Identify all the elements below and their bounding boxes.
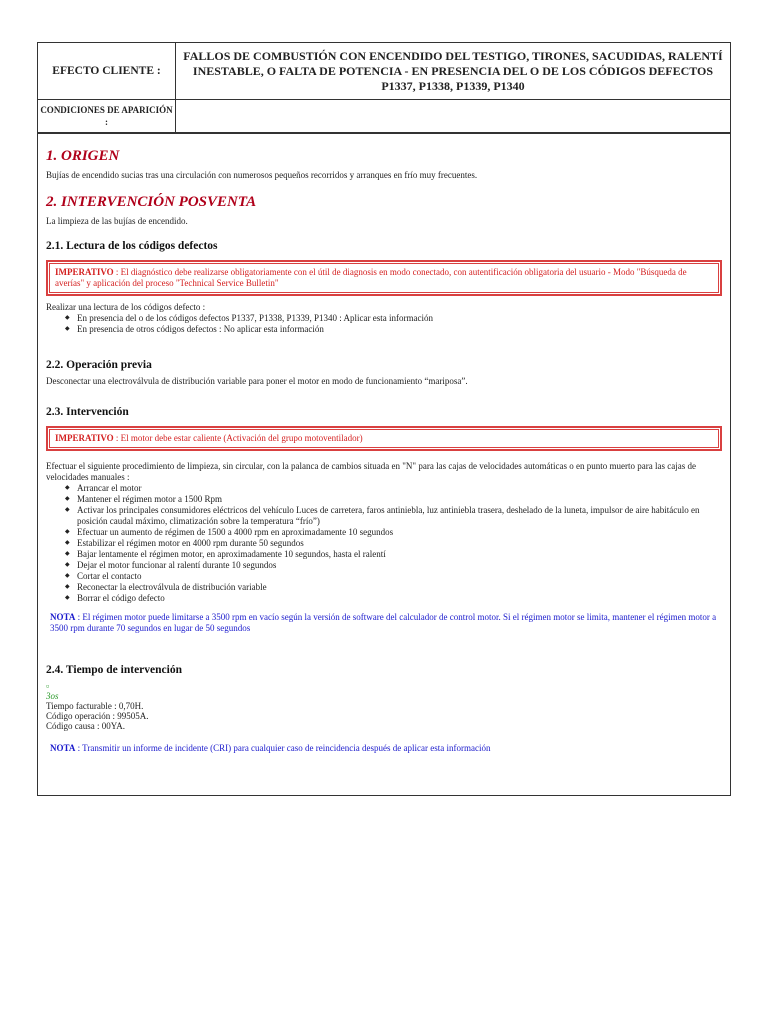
header-table — [37, 42, 731, 133]
list-item: ◆ Reconectar la electroválvula de distribución variable — [77, 582, 722, 593]
procedimiento-list — [46, 483, 722, 604]
list-item: ◆ En presencia del o de los códigos defectos P1337, P1338, P1339, P1340 : Aplicar esta información — [77, 313, 722, 324]
list-item: ◆ Bajar lentamente el régimen motor, en aproximadamente 10 segundos, hasta el ralentí — [77, 549, 722, 560]
section-intervencion-text: La limpieza de las bujías de encendido. — [46, 216, 188, 226]
imperativo-alert-motor — [46, 426, 722, 451]
note-text: : Transmitir un informe de incidente (CRI) para cualquier caso de reincidencia después de aplicar esta información — [75, 743, 491, 753]
subsection-tiempo-title: 2.4. Tiempo de intervención — [46, 664, 182, 676]
efecto-cliente-label: EFECTO CLIENTE : — [38, 43, 176, 100]
list-item: ◆ Activar los principales consumidores eléctricos del vehículo Luces de carretera, faros antiniebla, luz antiniebla trasera, deshelado de la luneta, impulsor de aire habitáculo en posición caudal máximo, climatización sobre la temperatura “frío”) — [77, 505, 722, 527]
broken-image-icon: ▫ 3os — [46, 681, 59, 701]
subsection-intervencion-title: 2.3. Intervención — [46, 406, 129, 418]
condiciones-label: CONDICIONES DE APARICIÓN : — [38, 100, 176, 133]
section-intervencion-title: 2. INTERVENCIÓN POSVENTA — [46, 194, 257, 210]
document-body — [37, 133, 731, 796]
lectura-list — [46, 313, 722, 335]
note-text: : El régimen motor puede limitarse a 3500 rpm en vacío según la versión de software del calculador de control motor. Si el régimen motor se limita, mantener el régimen motor a 3500 rpm durante 70 segundos en lugar de 50 segundos — [50, 612, 717, 633]
intervencion-intro: Efectuar el siguiente procedimiento de limpieza, sin circular, con la palanca de cambios situada en "N" para las cajas de velocidades automáticas o en punto muerto para las cajas de velocidades manuales : — [46, 461, 696, 482]
list-item: ◆ Efectuar un aumento de régimen de 1500 a 4000 rpm en aproximadamente 10 segundos — [77, 527, 722, 538]
codigo-causa: Código causa : 00YA. — [46, 721, 125, 731]
tiempo-facturable: Tiempo facturable : 0,70H. — [46, 701, 144, 711]
alert-text: : El motor debe estar caliente (Activación del grupo motoventilador) — [113, 433, 363, 443]
list-item: ◆ Cortar el contacto — [77, 571, 722, 582]
note-label: NOTA — [50, 743, 76, 753]
condiciones-value — [176, 100, 731, 133]
section-origen-title: 1. ORIGEN — [46, 148, 120, 164]
list-item: ◆ Dejar el motor funcionar al ralentí durante 10 segundos — [77, 560, 722, 571]
section-origen-text: Bujías de encendido sucias tras una circulación con numerosos pequeños recorridos y arranques en frío muy frecuentes. — [46, 170, 478, 180]
list-item: ◆ Estabilizar el régimen motor en 4000 rpm durante 50 segundos — [77, 538, 722, 549]
list-item: ◆ En presencia de otros códigos defectos : No aplicar esta información — [77, 324, 722, 335]
subsection-operacion-title: 2.2. Operación previa — [46, 359, 152, 371]
alert-label: IMPERATIVO — [55, 433, 114, 443]
alert-text: : El diagnóstico debe realizarse obligatoriamente con el útil de diagnosis en modo conectado, con autentificación obligatoria del usuario - Modo "Búsqueda de averías" y aplicación del proceso "Technical Service Bulletin" — [55, 267, 687, 288]
subsection-lectura-title: 2.1. Lectura de los códigos defectos — [46, 240, 218, 252]
lectura-intro: Realizar una lectura de los códigos defecto : — [46, 302, 206, 312]
alert-label: IMPERATIVO — [55, 267, 114, 277]
nota-regimen — [46, 612, 722, 634]
list-item: ◆ Arrancar el motor — [77, 483, 722, 494]
nota-cri — [46, 743, 722, 754]
list-item: ◆ Mantener el régimen motor a 1500 Rpm — [77, 494, 722, 505]
operacion-text: Desconectar una electroválvula de distribución variable para poner el motor en modo de funcionamiento “mariposa”. — [46, 376, 468, 386]
list-item: ◆ Borrar el código defecto — [77, 593, 722, 604]
imperativo-alert-diagnostico — [46, 260, 722, 296]
efecto-cliente-value: FALLOS DE COMBUSTIÓN CON ENCENDIDO DEL TESTIGO, TIRONES, SACUDIDAS, RALENTÍ INESTABLE, O FALTA DE POTENCIA - EN PRESENCIA DEL O DE LOS CÓDIGOS DEFECTOS P1337, P1338, P1339, P1340 — [176, 43, 731, 100]
codigo-operacion: Código operación : 99505A. — [46, 711, 149, 721]
note-label: NOTA — [50, 612, 76, 622]
